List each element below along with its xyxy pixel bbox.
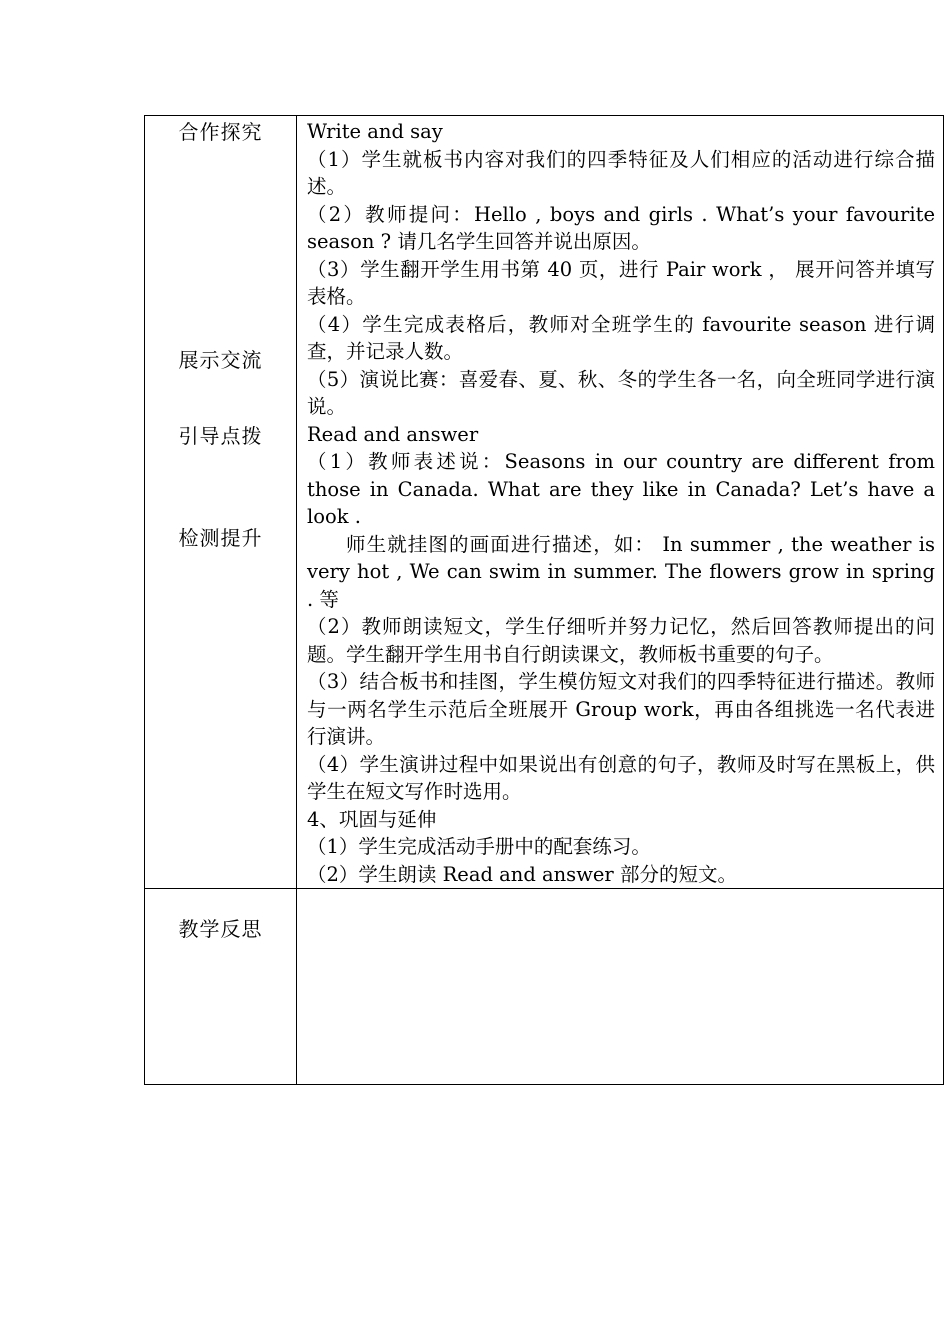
section-heading-write-and-say: Write and say bbox=[307, 120, 443, 143]
activities-content-cell bbox=[297, 116, 944, 889]
paragraph: 师生就挂图的画面进行描述，如： In summer , the weather is very hot , We can swim in summer. The flowers grow in spring . 等 bbox=[307, 532, 935, 611]
stage-label-assess: 检测提升 bbox=[178, 526, 263, 550]
paragraph: （2）教师提问：Hello , boys and girls . What’s your favourite season ? 请几名学生回答并说出原因。 bbox=[307, 202, 935, 253]
paragraph: （4）学生完成表格后，教师对全班学生的 favourite season 进行调查，并记录人数。 bbox=[307, 312, 935, 363]
stage-label-cooperate: 合作探究 bbox=[178, 120, 263, 144]
lesson-plan-table bbox=[144, 115, 944, 1085]
reflection-label-cell bbox=[145, 889, 297, 1085]
stage-label-stack bbox=[145, 116, 296, 830]
paragraph: （2）学生朗读 Read and answer 部分的短文。 bbox=[307, 862, 737, 886]
paragraph: （1）学生就板书内容对我们的四季特征及人们相应的活动进行综合描述。 bbox=[307, 147, 935, 198]
reflection-row bbox=[145, 889, 944, 1085]
reflection-content-cell bbox=[297, 889, 944, 1085]
stage-label-guide: 引导点拨 bbox=[178, 424, 263, 448]
stage-label-cell bbox=[145, 116, 297, 889]
section-heading-read-and-answer: Read and answer bbox=[307, 422, 479, 446]
paragraph: （3）结合板书和挂图，学生模仿短文对我们的四季特征进行描述。教师与一两名学生示范后全班展开 Group work，再由各组挑选一名代表进行演讲。 bbox=[307, 670, 935, 748]
activities-content bbox=[297, 116, 943, 888]
paragraph: （1）学生完成活动手册中的配套练习。 bbox=[307, 835, 651, 858]
paragraph: （3）学生翻开学生用书第 40 页，进行 Pair work ， 展开问答并填写表格。 bbox=[307, 257, 935, 308]
activities-row bbox=[145, 116, 944, 889]
paragraph: （2）教师朗读短文，学生仔细听并努力记忆，然后回答教师提出的问题。学生翻开学生用书自行朗读课文，教师板书重要的句子。 bbox=[307, 615, 935, 666]
stage-label-present: 展示交流 bbox=[178, 348, 263, 372]
paragraph: （4）学生演讲过程中如果说出有创意的句子，教师及时写在黑板上，供学生在短文写作时选用。 bbox=[307, 752, 935, 803]
reflection-label: 教学反思 bbox=[178, 917, 263, 941]
paragraph: （5）演说比赛：喜爱春、夏、秋、冬的学生各一名，向全班同学进行演说。 bbox=[307, 367, 935, 418]
paragraph: （1）教师表述说：Seasons in our country are different from those in Canada. What are they like in Canada? Let’s have a look . bbox=[307, 450, 935, 528]
section-heading-consolidate: 4、巩固与延伸 bbox=[307, 807, 437, 831]
